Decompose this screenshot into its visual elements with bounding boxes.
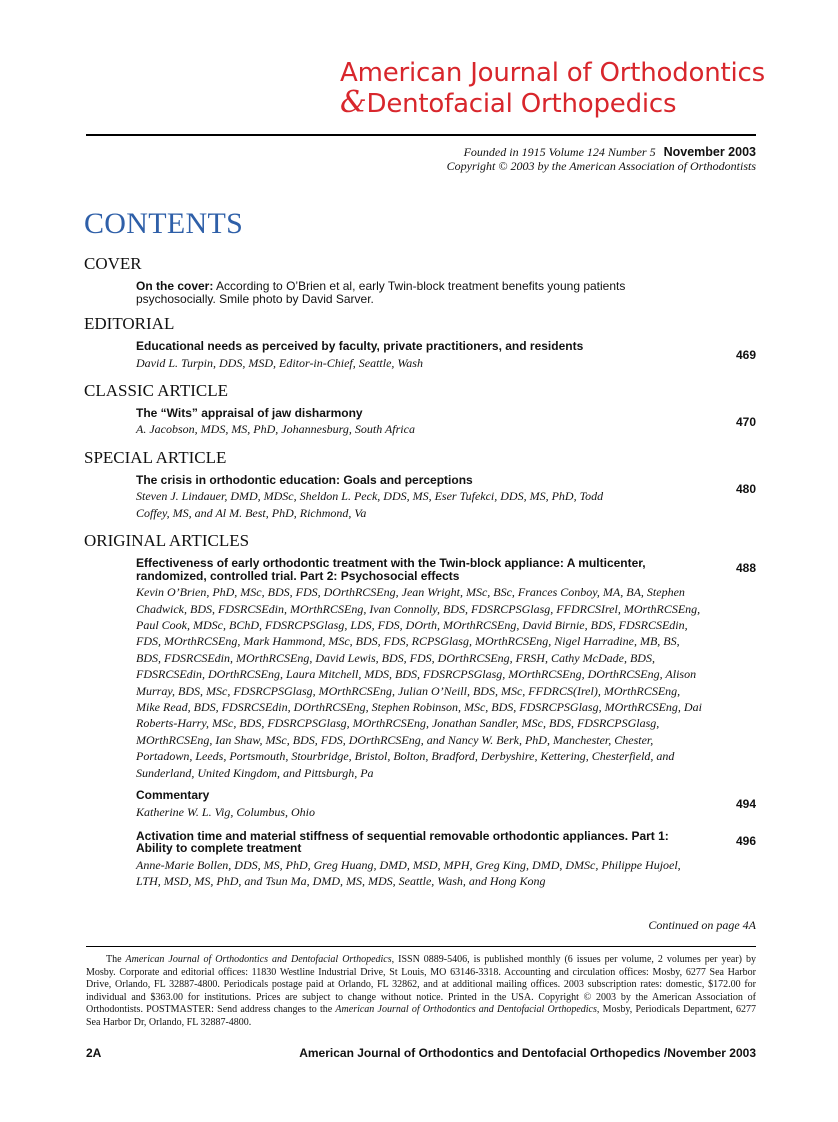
article-title[interactable]: The “Wits” appraisal of jaw disharmony	[136, 405, 363, 420]
issue-info	[447, 145, 756, 173]
toc-entry[interactable]	[136, 474, 756, 521]
pubinfo-prefix: The	[106, 954, 122, 965]
masthead-line-2-text: Dentofacial Orthopedics	[366, 89, 677, 119]
article-authors: Katherine W. L. Vig, Columbus, Ohio	[136, 804, 316, 819]
cover-text: According to O’Brien et al, early Twin-block treatment benefits young patients psychosocially. Smile photo by David Sarver.	[136, 279, 626, 306]
toc-entry[interactable]	[136, 340, 756, 371]
toc-entry[interactable]	[136, 557, 756, 781]
article-authors: Steven J. Lindauer, DMD, MDSc, Sheldon L. Peck, DDS, MS, Eser Tufekci, DDS, MS, PhD, Todd Coffey, MS, and Al M. Best, PhD, Richmond, Va	[136, 489, 604, 520]
section-heading-cover: COVER	[84, 254, 142, 273]
article-authors: Anne-Marie Bollen, DDS, MS, PhD, Greg Huang, DMD, MSD, MPH, Greg King, DMD, DMSc, Philippe Hujoel, LTH, MSD, MS, PhD, and Tsun Ma, DMD, MS, MDS, Seattle, Wash, and Hong Kong	[136, 857, 681, 889]
article-title[interactable]: Commentary	[136, 788, 210, 802]
pubinfo-body-2: , Mosby, Periodicals Department, 6277 Sea Harbor Dr, Orlando, FL 32887-4800.	[86, 1004, 757, 1028]
page-number[interactable]: 480	[735, 481, 756, 496]
cover-lead: On the cover:	[136, 279, 214, 293]
article-title[interactable]: Effectiveness of early orthodontic treatment with the Twin-block appliance: A multicenter, randomized, controlled trial. Part 2: Psychosocial effects	[136, 556, 646, 583]
page-number[interactable]: 488	[735, 561, 756, 576]
article-authors: A. Jacobson, MDS, MS, PhD, Johannesburg, South Africa	[136, 422, 415, 437]
copyright-line: Copyright © 2003 by the American Association of Orthodontists	[446, 159, 756, 173]
toc-entry[interactable]	[136, 789, 756, 820]
ampersand-logo-icon: &	[340, 85, 367, 120]
cover-description	[136, 280, 696, 305]
journal-masthead	[340, 58, 765, 120]
publication-info	[86, 954, 756, 1030]
table-of-contents	[84, 254, 756, 897]
continued-link[interactable]: Continued on page 4A	[648, 918, 756, 932]
toc-entry-cover	[136, 280, 756, 305]
pubinfo-body-1: , ISSN 0889-5406, is published monthly (6 issues per volume, 2 volumes per year) by Mosby. Corporate and editorial offices: 11830 Westline Industrial Drive, St Louis, MO 63146-3318. Accounting and circulation offices: Mosby, 6277 Sea Harbor Drive, Orlando, FL 32887-4800. Periodicals postage paid at Orlando, FL 32862, and at additional mailing offices. 2003 subscription rates: domestic, $172.00 for individual and $363.00 for institutions. Prices are subject to change without notice. Printed in the USA. Copyright © 2003 by the American Association of Orthodontists. POSTMASTER: Send address changes to the	[86, 954, 756, 1016]
page-folio: 2A	[86, 1046, 102, 1060]
masthead-line-1: American Journal of Orthodontics	[340, 58, 765, 88]
toc-entry[interactable]	[136, 407, 756, 438]
issue-line	[447, 145, 756, 159]
masthead-line-2	[340, 85, 756, 120]
volume-text: Volume 124	[548, 145, 605, 159]
article-title[interactable]: Activation time and material stiffness of sequential removable orthodontic appliances. Part 1: Ability to complete treatment	[136, 828, 669, 856]
toc-entry[interactable]	[136, 830, 756, 890]
pubinfo-journal-name: American Journal of Orthodontics and Dentofacial Orthopedics	[125, 954, 392, 965]
footer-rule	[86, 946, 756, 947]
section-heading-classic-article: CLASSIC ARTICLE	[84, 380, 228, 400]
section-heading-editorial: EDITORIAL	[84, 314, 175, 333]
article-title[interactable]: Educational needs as perceived by faculty, private practitioners, and residents	[136, 339, 584, 353]
section-heading-special-article: SPECIAL ARTICLE	[84, 447, 227, 467]
page-title: CONTENTS	[84, 207, 244, 240]
header-rule	[86, 134, 756, 136]
page-number[interactable]: 470	[735, 414, 756, 429]
number-text: Number 5	[607, 145, 656, 159]
article-title[interactable]: The crisis in orthodontic education: Goals and perceptions	[136, 472, 473, 487]
page-number[interactable]: 494	[735, 797, 756, 811]
page-number[interactable]: 469	[735, 348, 756, 362]
article-authors: Kevin O’Brien, PhD, MSc, BDS, FDS, DOrthRCSEng, Jean Wright, MSc, BSc, Frances Conboy, MA, BA, Stephen Chadwick, BDS, FDSRCSEdin, MOrthRCSEng, Ivan Connolly, BDS, FDSRCPSGlasg, FFDRCSIrel, MOrthRCSEng, Paul Cook, MDSc, BChD, FDSRCPSGlasg, LDS, FDS, DOrth, MOrthRCSEng, David Birnie, BDS, FDSRCSEdin, FDS, MOrthRCSEng, Mark Hammond, MSc, BDS, FDS, RCPSGlasg, MOrthRCSEng, Nigel Harradine, MB, BS, BDS, FDSRCSEdin, MOrthRCSEng, David Lewis, BDS, FDS, DOrthRCSEng, FRSH, Cathy McDade, BDS, FDSRCSEdin, DOrthRCSEng, Laura Mitchell, MDS, BDS, FDSRCPSGlasg, MOrthRCSEng, DOrthRCSEng, Alison Murray, BDS, MSc, FDSRCPSGlasg, MOrthRCSEng, Julian O’Neill, BDS, MSc, FFDRCS(Irel), MOrthRCSEng, Mike Read, BDS, FDSRCSEdin, DOrthRCSEng, Stephen Robinson, MSc, BDS, FDSRCPSGlasg, MOrthRCSEng, Dai Roberts-Harry, MSc, BDS, FDSRCPSGlasg, MOrthRCSEng, Jonathan Sandler, MSc, BDS, FDSRCPSGlasg, MOrthRCSEng, Ian Shaw, MSc, BDS, FDS, DOrthRCSEng, and Nancy W. Berk, PhD, Manchester, Chester, Portadown, Leeds, Portsmouth, Stourbridge, Bristol, Bolton, Bradford, Derbyshire, Kettering, Chesterfield, and Sunderland, United Kingdom, and Pittsburgh, Pa	[136, 585, 702, 780]
pubinfo-journal-name-2: American Journal of Orthodontics and Dentofacial Orthopedics	[335, 1004, 597, 1016]
running-head: American Journal of Orthodontics and Dentofacial Orthopedics /November 2003	[299, 1046, 756, 1060]
section-heading-original-articles: ORIGINAL ARTICLES	[84, 531, 250, 551]
article-authors: David L. Turpin, DDS, MSD, Editor-in-Chief, Seattle, Wash	[136, 355, 423, 370]
founded-text: Founded in 1915	[463, 145, 546, 159]
issue-date: November 2003	[663, 145, 756, 159]
page-number[interactable]: 496	[735, 833, 756, 848]
